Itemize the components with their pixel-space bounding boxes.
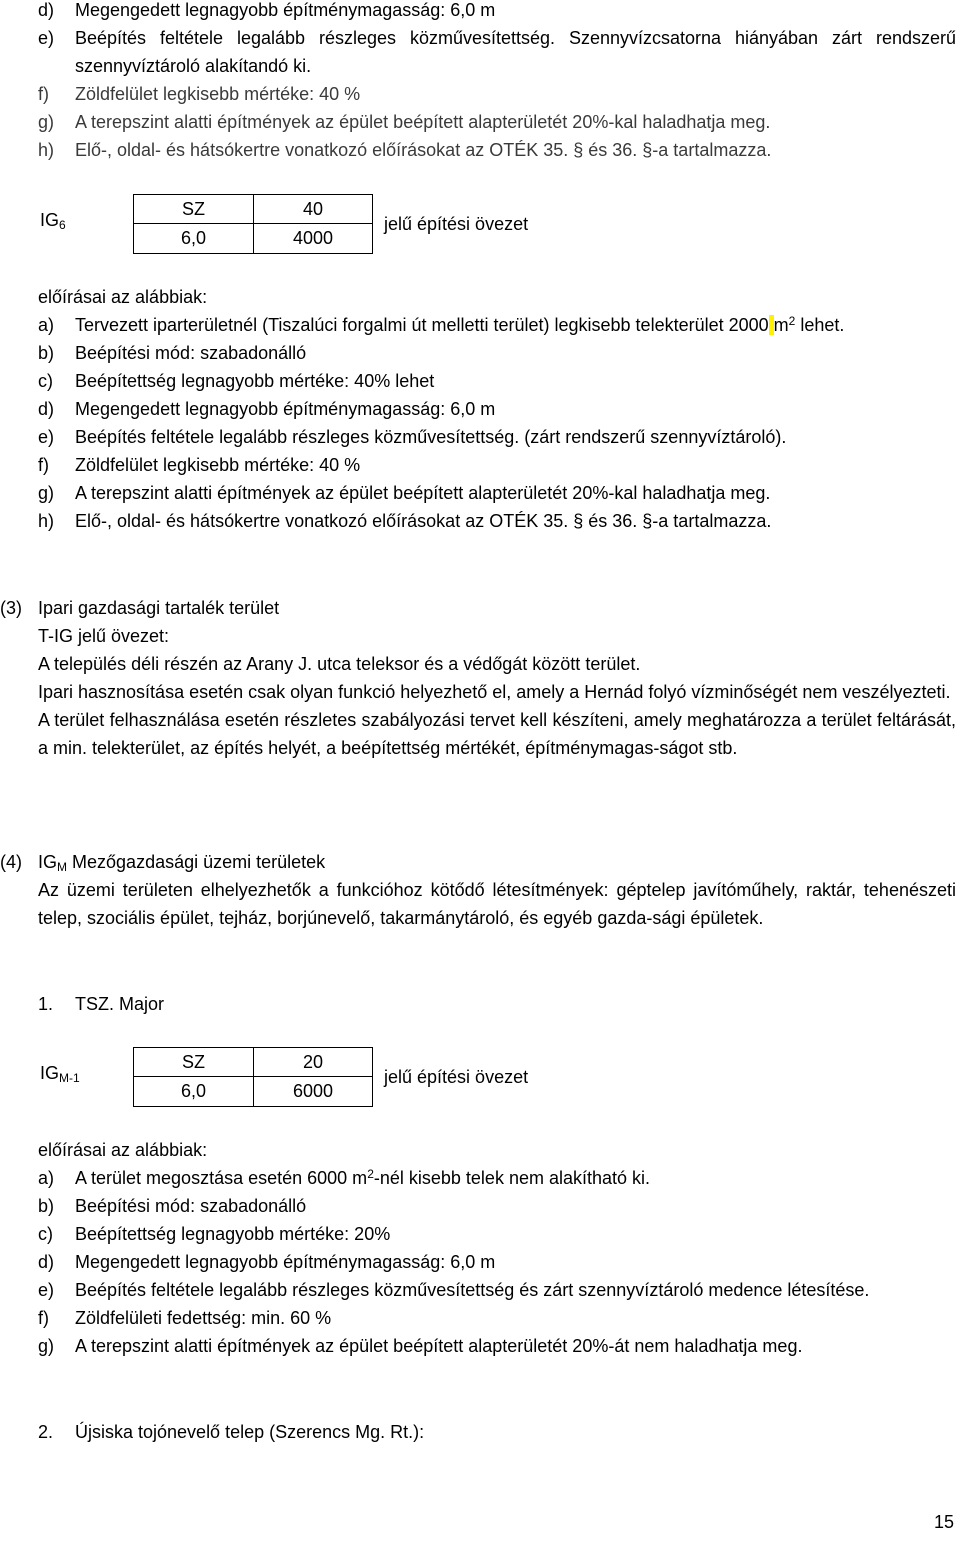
zone-label: jelű építési övezet — [384, 214, 529, 234]
zone-building-mode: SZ — [134, 195, 254, 224]
zone-height: 6,0 — [134, 224, 254, 253]
list-item: f) Zöldfelület legkisebb mértéke: 40 % — [38, 84, 361, 104]
list-item: e) Beépítés feltétele legalább részleges közművesítettség és zárt szennyvíztároló medence létesítése. — [38, 1280, 870, 1300]
page-number: 15 — [933, 1512, 954, 1532]
list-item: h) Elő-, oldal- és hátsókertre vonatkozó előírásokat az OTÉK 35. § és 36. §-a tartalmazza. — [38, 140, 772, 160]
list-item: f) Zöldfelületi fedettség: min. 60 % — [38, 1308, 332, 1328]
zone-min-plot: 6000 — [292, 1081, 334, 1101]
zone-igm1-box — [38, 1047, 598, 1109]
section-number: (4) — [0, 852, 22, 872]
zone-code: $IG_6$ — [40, 210, 66, 232]
rules-intro: előírásai az alábbiak: — [38, 287, 208, 307]
list-item: b) Beépítési mód: szabadonálló — [38, 1196, 307, 1216]
list-item: g) A terepszint alatti építmények az épület beépített alapterületét 20%-kal haladhatja meg. — [38, 483, 771, 503]
list-item: e) Beépítés feltétele legalább részleges közművesítettség. Szennyvízcsatorna hiányában zárt rendszerű szennyvíztároló alakítandó ki. — [38, 28, 956, 76]
item-1: 1. TSZ. Major — [38, 994, 165, 1014]
zone-code: $IG_{M-1}$ — [40, 1063, 80, 1085]
ig6-rules — [38, 283, 956, 535]
zone-parameter-grid — [133, 194, 373, 254]
list-item: a) A terület megosztása esetén 6000 $m^2$-nél kisebb telek nem alakítható ki. — [38, 1167, 651, 1188]
list-item: g) A terepszint alatti építmények az épület beépített alapterületét 20%-kal haladhatja meg. — [38, 112, 771, 132]
top-rules-list — [38, 0, 956, 164]
igm1-rules — [38, 1136, 956, 1360]
zone-height: 6,0 — [134, 1077, 254, 1106]
zone-min-plot: 4000 — [292, 228, 334, 248]
list-item: g) A terepszint alatti építmények az épület beépített alapterületét 20%-át nem haladhatja meg. — [38, 1336, 803, 1356]
list-item: d) Megengedett legnagyobb építménymagasság: 6,0 m — [38, 399, 496, 419]
list-item: d) Megengedett legnagyobb építménymagasság: 6,0 m — [38, 1252, 496, 1272]
list-item: a) Tervezett iparterületnél (Tiszalúci forgalmi út melletti terület) legkisebb telekterület 2000 $m^2$ lehet. — [38, 314, 845, 335]
zone-coverage: 20 — [253, 1048, 373, 1077]
item-2: 2. Újsiska tojónevelő telep (Szerencs Mg. Rt.): — [38, 1422, 425, 1442]
list-item: d) Megengedett legnagyobb építménymagasság: 6,0 m — [38, 0, 496, 20]
list-item: c) Beépítettség legnagyobb mértéke: 40% lehet — [38, 371, 435, 391]
section-title: $IG_M$ Mezőgazdasági üzemi területek — [38, 852, 326, 874]
list-item: e) Beépítés feltétele legalább részleges közművesítettség. (zárt rendszerű szennyvíztároló). — [38, 427, 787, 447]
list-item: f) Zöldfelület legkisebb mértéke: 40 % — [38, 455, 361, 475]
section-number: (3) — [0, 598, 22, 618]
paragraph: Az üzemi területen elhelyezhetők a funkcióhoz kötődő létesítmények: géptelep javítóműhely, raktár, tehenészeti telep, szociális épület, tejház, borjúnevelő, takarmánytároló, és egyéb gazda-sági épületek. — [38, 880, 956, 928]
zone-line: T-IG jelű övezet: — [38, 626, 170, 646]
zone-label: jelű építési övezet — [384, 1067, 529, 1087]
list-item: b) Beépítési mód: szabadonálló — [38, 343, 307, 363]
zone-building-mode: SZ — [134, 1048, 254, 1077]
paragraph: Ipari hasznosítása esetén csak olyan funkció helyezhető el, amely a Hernád folyó vízminőségét nem veszélyezteti. — [38, 682, 951, 702]
section-title: Ipari gazdasági tartalék terület — [38, 598, 280, 618]
zone-parameter-grid — [133, 1047, 373, 1107]
paragraph: A település déli részén az Arany J. utca teleksor és a védőgát között terület. — [38, 654, 641, 674]
list-item: c) Beépítettség legnagyobb mértéke: 20% — [38, 1224, 391, 1244]
zone-ig6-box — [38, 194, 598, 256]
zone-coverage: 40 — [253, 195, 373, 224]
paragraph: A terület felhasználása esetén részletes szabályozási tervet kell készíteni, amely meghatározza a terület feltárását, a min. telekterület, az építés helyét, a beépítettség mértékét, építménymagas-ságot stb. — [38, 710, 956, 758]
list-item: h) Elő-, oldal- és hátsókertre vonatkozó előírásokat az OTÉK 35. § és 36. §-a tartalmazza. — [38, 511, 772, 531]
rules-intro: előírásai az alábbiak: — [38, 1140, 208, 1160]
